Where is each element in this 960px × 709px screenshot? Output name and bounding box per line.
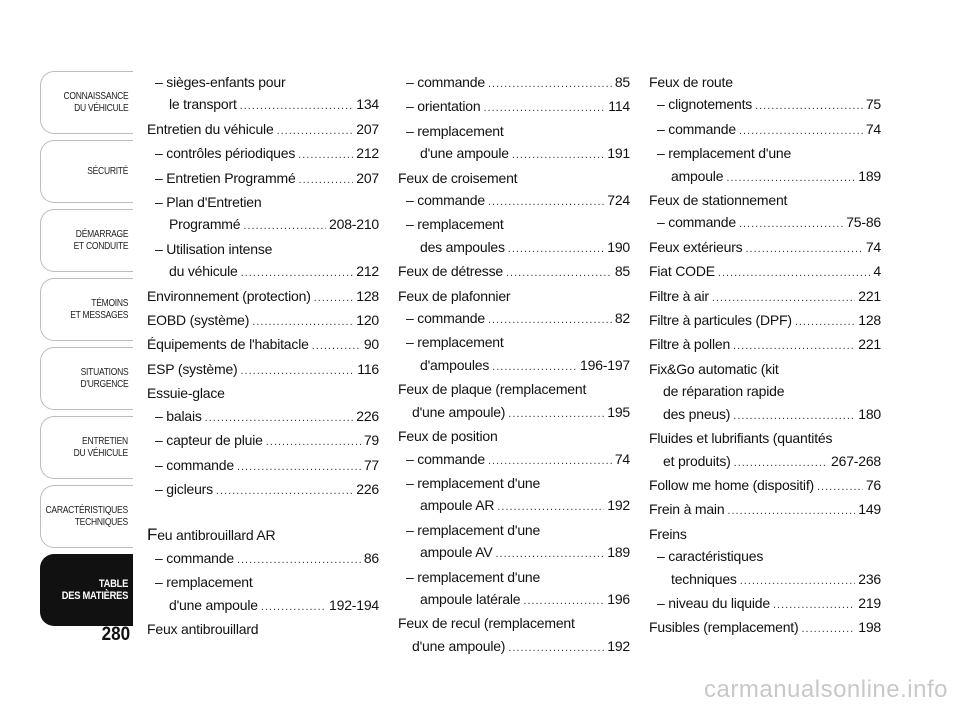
index-entry-text: d'une ampoule — [420, 145, 509, 162]
page-reference[interactable]: 226 — [356, 407, 379, 424]
page-reference[interactable]: 128 — [356, 287, 379, 304]
page-reference[interactable]: 114 — [608, 98, 630, 115]
leader-dots — [801, 618, 855, 640]
index-entry-text: d'une ampoule) — [412, 637, 506, 654]
index-entry — [398, 472, 630, 494]
index-entry-text: – Utilisation intense — [155, 240, 273, 257]
page-reference[interactable]: 192 — [607, 497, 630, 514]
index-entry — [398, 588, 630, 612]
index-entry — [398, 354, 630, 378]
index-entry — [398, 494, 630, 518]
index-entry-text: – contrôles périodiques — [155, 145, 296, 162]
index-entry — [649, 592, 881, 616]
index-entry — [398, 307, 630, 331]
index-entry — [398, 541, 630, 565]
leader-dots — [733, 335, 855, 357]
index-entry-text: le transport — [169, 96, 237, 113]
index-entry-text: – balais — [155, 407, 202, 424]
index-entry-text: – remplacement — [406, 122, 504, 139]
index-entry — [398, 71, 630, 95]
index-entry-text: – sièges-enfants pour — [155, 74, 286, 90]
index-entry-text: Filtre à particules (DPF) — [649, 312, 792, 329]
index-entry-text: Feux de stationnement — [649, 192, 788, 209]
index-entry-text: Feux de détresse — [398, 263, 503, 280]
index-entry-text: – remplacement d'une — [406, 521, 541, 538]
index-entry-text: Fix&Go automatic (kit — [649, 360, 779, 377]
index-entry — [147, 191, 379, 213]
index-entry — [649, 474, 881, 498]
index-entry-text: Feux de position — [398, 428, 498, 445]
page-reference[interactable]: 212 — [356, 145, 379, 162]
index-entry-text: d'une ampoule) — [412, 403, 506, 420]
index-entry — [398, 519, 630, 541]
index-entry — [649, 358, 881, 380]
index-entry — [398, 120, 630, 142]
index-entry — [147, 260, 379, 284]
index-entry — [649, 118, 881, 142]
index-entry-text: – commande — [406, 74, 485, 90]
chapter-tab-label: SITUATIONS D'URGENCE — [80, 366, 128, 390]
leader-dots — [817, 476, 863, 498]
index-entry — [649, 236, 881, 260]
index-entry-text: – remplacement — [406, 334, 504, 351]
page-reference[interactable]: 236 — [858, 570, 881, 587]
chapter-tab-1[interactable] — [40, 71, 133, 134]
leader-dots — [734, 452, 828, 474]
leader-dots — [523, 590, 604, 612]
index-entry-text: Fusibles (remplacement) — [649, 619, 799, 636]
index-entry-text: EOBD (système) — [147, 312, 250, 329]
page-reference[interactable]: 75 — [865, 96, 881, 113]
index-entry — [147, 524, 379, 546]
chapter-tab-label: SÉCURITÉ — [87, 165, 128, 177]
page-reference[interactable]: 207 — [356, 169, 379, 186]
page-reference[interactable]: 120 — [356, 312, 379, 329]
index-entry — [649, 403, 881, 427]
index-entry — [398, 401, 630, 425]
index-entry-text: du véhicule — [169, 263, 238, 280]
page-reference[interactable]: 90 — [363, 336, 379, 353]
index-entry — [398, 448, 630, 472]
index-entry-text: – commande — [406, 310, 485, 327]
index-entry — [398, 236, 630, 260]
index-entry — [649, 211, 881, 235]
leader-dots — [745, 238, 862, 260]
page-reference[interactable]: 226 — [356, 480, 379, 497]
index-entry-text: – commande — [406, 450, 485, 467]
page-reference[interactable]: 74 — [865, 120, 881, 137]
index-entry-text: Fluides et lubrifiants (quantités — [649, 430, 833, 447]
leader-dots — [277, 120, 354, 142]
index-entry — [398, 213, 630, 235]
index-entry-text: – commande — [657, 214, 736, 231]
index-entry — [649, 260, 881, 284]
index-entry-text: – remplacement d'une — [406, 474, 541, 491]
page-reference[interactable]: 85 — [614, 263, 630, 280]
index-entry-text: Programmé — [169, 216, 241, 233]
page-reference[interactable]: 75-86 — [846, 214, 881, 231]
index-entry — [398, 285, 630, 307]
page-reference[interactable]: 192 — [607, 637, 630, 654]
index-entry — [147, 547, 379, 571]
page-reference[interactable]: 189 — [858, 167, 881, 184]
index-entry-text: – orientation — [406, 98, 481, 115]
section-gap — [147, 502, 379, 524]
index-entry-text: des ampoules — [420, 238, 505, 255]
index-entry-text: – clignotements — [657, 96, 753, 113]
leader-dots — [755, 95, 863, 117]
index-entry-text: Freins — [649, 525, 687, 542]
leader-dots — [727, 500, 855, 522]
page-reference[interactable]: 267-268 — [831, 452, 881, 469]
leader-dots — [266, 431, 361, 453]
leader-dots — [241, 360, 355, 382]
chapter-tab-label: ENTRETIEN DU VÉHICULE — [73, 435, 128, 459]
leader-dots — [243, 215, 326, 237]
index-entry-text: et produits) — [663, 452, 731, 469]
page-reference[interactable]: 195 — [607, 403, 630, 420]
index-entry-text: – capteur de pluie — [155, 432, 263, 449]
chapter-tab-8[interactable] — [40, 554, 133, 626]
index-entry-text: – remplacement d'une — [657, 145, 792, 162]
index-column-3 — [649, 71, 881, 641]
index-entry — [649, 427, 881, 449]
page-reference[interactable]: 219 — [858, 594, 881, 611]
index-entry — [649, 165, 881, 189]
leader-dots — [216, 480, 353, 502]
index-entry-text: Feux de croisement — [398, 169, 518, 186]
index-entry — [147, 93, 379, 117]
leader-dots — [733, 405, 855, 427]
leader-dots — [298, 144, 353, 166]
index-entry-text: – remplacement — [406, 216, 504, 233]
index-entry-text: Feu antibrouillard AR — [147, 525, 276, 545]
leader-dots — [726, 167, 855, 189]
index-entry — [147, 382, 379, 404]
leader-dots — [712, 287, 855, 309]
leader-dots — [488, 309, 612, 331]
page-reference[interactable]: 74 — [614, 450, 630, 467]
index-entry-text: des pneus) — [663, 405, 731, 422]
index-entry-text: – commande — [406, 192, 485, 209]
index-entry-text: techniques — [671, 570, 737, 587]
leader-dots — [718, 262, 871, 284]
page-reference[interactable]: 198 — [858, 619, 881, 636]
index-entry — [649, 616, 881, 640]
index-entry-text: Frein à main — [649, 501, 725, 518]
index-entry — [398, 425, 630, 447]
leader-dots — [508, 403, 604, 425]
index-entry — [649, 142, 881, 164]
index-entry — [398, 189, 630, 213]
leader-dots — [314, 287, 354, 309]
page-reference[interactable]: 221 — [858, 287, 881, 304]
chapter-tab-2[interactable] — [40, 140, 133, 203]
page-reference[interactable]: 196 — [607, 590, 630, 607]
page-reference[interactable]: 189 — [607, 544, 630, 561]
page-reference[interactable]: 86 — [363, 549, 379, 566]
page-number: 280 — [101, 624, 131, 645]
index-entry — [649, 333, 881, 357]
page-reference[interactable]: 77 — [363, 456, 379, 473]
index-entry-text: – remplacement — [155, 574, 253, 591]
chapter-tab-5[interactable] — [40, 347, 133, 410]
index-entry — [649, 498, 881, 522]
index-entry — [398, 331, 630, 353]
index-entry — [147, 71, 379, 93]
page-reference[interactable]: 207 — [356, 120, 379, 137]
watermark: carmanualsonline.info — [704, 676, 948, 703]
chapter-tabs — [40, 71, 133, 632]
page-reference[interactable]: 82 — [614, 310, 630, 327]
index-entry — [649, 568, 881, 592]
index-entry-text: – niveau du liquide — [657, 594, 770, 611]
leader-dots — [241, 262, 354, 284]
index-entry-text: ampoule AV — [420, 544, 493, 561]
leader-dots — [739, 120, 863, 142]
index-entry — [147, 429, 379, 453]
page-reference[interactable]: 4 — [873, 263, 881, 280]
page-reference[interactable]: 74 — [865, 238, 881, 255]
index-entry — [147, 478, 379, 502]
index-entry-text: Feux de recul (remplacement — [398, 615, 575, 632]
index-entry-text: Entretien du véhicule — [147, 120, 274, 137]
index-entry — [398, 566, 630, 588]
index-entry — [147, 118, 379, 142]
leader-dots — [237, 456, 361, 478]
index-entry — [147, 238, 379, 260]
index-entry — [649, 450, 881, 474]
index-entry — [147, 594, 379, 618]
page-reference[interactable]: 134 — [356, 96, 379, 113]
page-reference[interactable]: 208-210 — [329, 216, 379, 233]
leader-dots — [488, 191, 604, 213]
index-entry-text: – caractéristiques — [657, 548, 764, 565]
index-entry — [649, 380, 881, 402]
index-entry — [147, 618, 379, 640]
index-entry-text: – commande — [155, 549, 234, 566]
leader-dots — [492, 356, 577, 378]
chapter-tab-label: DÉMARRAGE ET CONDUITE — [73, 228, 128, 252]
page-reference[interactable]: 190 — [607, 238, 630, 255]
index-entry-text: – Entretien Programmé — [155, 169, 296, 186]
index-entry-text: Filtre à pollen — [649, 336, 731, 353]
index-entry-text: d'une ampoule — [169, 596, 258, 613]
page-reference[interactable]: 149 — [858, 501, 881, 518]
leader-dots — [497, 496, 604, 518]
index-entry-text: d'ampoules — [420, 356, 490, 373]
chapter-tab-6[interactable] — [40, 416, 133, 479]
index-entry-text: Filtre à air — [649, 287, 709, 304]
leader-dots — [483, 97, 605, 119]
index-entry — [398, 142, 630, 166]
leader-dots — [261, 596, 326, 618]
index-entry — [649, 545, 881, 567]
leader-dots — [739, 213, 843, 235]
index-entry — [649, 71, 881, 93]
index-entry-text: Follow me home (dispositif) — [649, 476, 814, 493]
leader-dots — [299, 169, 354, 191]
index-entry — [398, 260, 630, 284]
index-entry-text: de réparation rapide — [663, 383, 785, 400]
index-entry — [147, 358, 379, 382]
index-entry-text: Essuie-glace — [147, 385, 225, 402]
index-entry — [147, 167, 379, 191]
index-entry — [147, 142, 379, 166]
index-entry — [649, 309, 881, 333]
index-entry — [649, 523, 881, 545]
leader-dots — [773, 594, 855, 616]
page-reference[interactable]: 192-194 — [329, 596, 379, 613]
index-entry — [398, 612, 630, 634]
index-entry-text: Feux de plaque (remplacement — [398, 381, 587, 398]
leader-dots — [740, 570, 856, 592]
page-reference[interactable]: 85 — [614, 74, 630, 90]
leader-dots — [312, 335, 361, 357]
index-entry — [398, 95, 630, 119]
chapter-tab-label: CARACTÉRISTIQUES TECHNIQUES — [45, 504, 128, 528]
index-entry — [147, 213, 379, 237]
page-reference[interactable]: 212 — [356, 263, 379, 280]
chapter-tab-7[interactable] — [40, 485, 133, 548]
leader-dots — [252, 311, 353, 333]
leader-dots — [488, 73, 612, 95]
leader-dots — [240, 95, 354, 117]
page-reference[interactable]: 180 — [858, 405, 881, 422]
index-entry-text: Feux de plafonnier — [398, 287, 511, 304]
index-entry — [147, 571, 379, 593]
chapter-tab-label: TABLE DES MATIÈRES — [61, 578, 128, 602]
index-entry-text: ampoule — [671, 167, 724, 184]
leader-dots — [508, 238, 604, 260]
index-entry-text: Feux extérieurs — [649, 238, 743, 255]
index-entry — [147, 285, 379, 309]
index-entry-text: Fiat CODE — [649, 263, 715, 280]
leader-dots — [795, 311, 855, 333]
index-entry-text: ESP (système) — [147, 360, 238, 377]
index-entry — [649, 189, 881, 211]
leader-dots — [495, 543, 604, 565]
index-entry-text: – commande — [155, 456, 234, 473]
index-entry — [398, 167, 630, 189]
page-reference[interactable]: 221 — [858, 336, 881, 353]
index-entry-text: – Plan d'Entretien — [155, 194, 262, 211]
page-reference[interactable]: 196-197 — [580, 356, 630, 373]
leader-dots — [237, 549, 361, 571]
page-reference[interactable]: 116 — [357, 360, 379, 377]
page-reference[interactable]: 724 — [607, 192, 630, 209]
index-entry-text: – gicleurs — [155, 480, 213, 497]
index-entry-text: – remplacement d'une — [406, 568, 541, 585]
index-entry — [398, 635, 630, 659]
index-entry — [649, 93, 881, 117]
chapter-tab-label: TÉMOINS ET MESSAGES — [70, 297, 128, 321]
page-reference[interactable]: 76 — [865, 476, 881, 493]
index-column-2 — [398, 71, 630, 659]
chapter-tab-label: CONNAISSANCE DU VÉHICULE — [63, 90, 128, 114]
page-reference[interactable]: 191 — [607, 145, 630, 162]
index-entry-text: Environnement (protection) — [147, 287, 311, 304]
index-entry-text: ampoule AR — [420, 497, 495, 514]
index-entry — [147, 454, 379, 478]
index-entry — [147, 333, 379, 357]
index-entry — [147, 309, 379, 333]
index-column-1 — [147, 71, 379, 640]
index-entry — [398, 378, 630, 400]
leader-dots — [488, 450, 612, 472]
page-reference[interactable]: 128 — [858, 312, 881, 329]
index-entry-text: Équipements de l'habitacle — [147, 336, 309, 353]
index-entry — [147, 405, 379, 429]
page-reference[interactable]: 79 — [363, 432, 379, 449]
index-entry-text: Feux de route — [649, 74, 733, 90]
index-entry — [649, 285, 881, 309]
chapter-tab-3[interactable] — [40, 209, 133, 272]
leader-dots — [205, 407, 354, 429]
index-entry-text: – commande — [657, 120, 736, 137]
leader-dots — [508, 637, 604, 659]
index-entry-text: ampoule latérale — [420, 590, 521, 607]
chapter-tab-4[interactable] — [40, 278, 133, 341]
leader-dots — [512, 144, 604, 166]
index-entry-text: Feux antibrouillard — [147, 620, 259, 637]
leader-dots — [506, 262, 612, 284]
